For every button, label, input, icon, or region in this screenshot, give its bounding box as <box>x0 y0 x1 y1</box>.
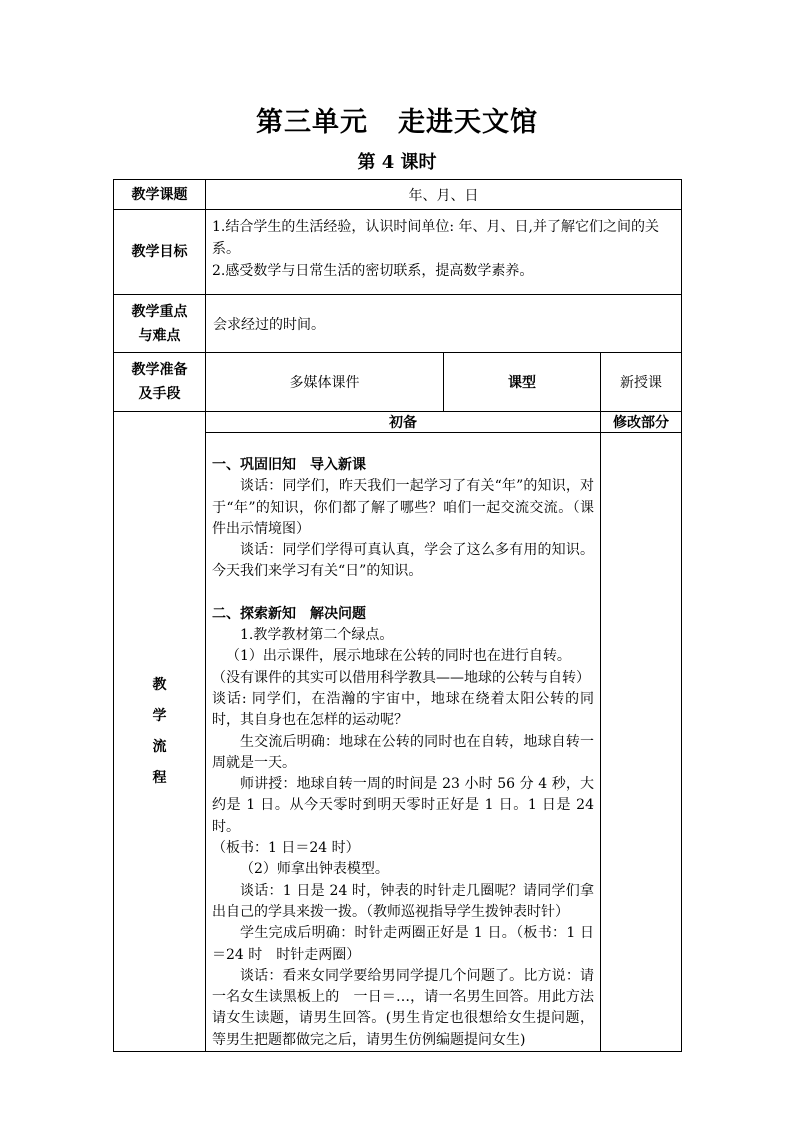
section-title: 二、探索新知 解决问题 <box>212 605 366 622</box>
flow-label-char: 流 <box>152 738 167 755</box>
paragraph: 学生完成后明确：时针走两圈正好是 1 日。（板书：1 日＝24 时 时针走两圈） <box>212 925 594 963</box>
unit-subtitle: 走进天文馆 <box>398 107 538 138</box>
paragraph: 生交流后明确：地球在公转的同时也在自转，地球自转一周就是一天。 <box>212 733 594 771</box>
prep-label-line: 教学准备 <box>131 362 188 378</box>
paragraph: （板书：1 日＝24 时） <box>212 840 360 857</box>
paragraph: 谈话: 同学们，在浩瀚的宇宙中，地球在绕着太阳公转的同时，其自身也在怎样的运动呢？ <box>212 690 594 729</box>
key-label-line: 与难点 <box>138 327 181 344</box>
goal-item: 2.感受数学与日常生活的密切联系，提高数学素养。 <box>212 263 534 279</box>
paragraph: （没有课件的其实可以借用科学教具——地球的公转与自转） <box>212 669 590 686</box>
paragraph: 谈话：看来女同学要给男同学提几个问题了。比方说：请一名女生读黑板上的 一日＝…，请一名男生回答。用此方法请女生读题，请男生回答。(男生肯定也很想给女生提问题，等男生把题都做完之后，请男生仿例编题提问女生) <box>212 967 594 1048</box>
revise-header: 修改部分 <box>601 412 682 433</box>
paragraph: 1.教学教材第二个绿点。 <box>240 627 394 644</box>
topic-label: 教学课题 <box>114 180 206 210</box>
section-title: 一、巩固旧知 导入新课 <box>212 457 366 473</box>
goals-cell <box>206 210 682 295</box>
page-title <box>0 100 794 139</box>
paragraph: 师讲授：地球自转一周的时间是 23 小时 56 分 4 秒，大约是 1 日。从今天零时到明天零时正好是 1 日。1 日是 24 时。 <box>212 776 594 835</box>
prep-label <box>114 353 206 412</box>
flow-label-char: 教 <box>152 676 167 693</box>
goal-item: 1.结合学生的生活经验，认识时间单位: 年、月、日,并了解它们之间的关系。 <box>212 219 659 257</box>
type-label: 课型 <box>444 353 601 412</box>
key-value: 会求经过的时间。 <box>206 295 682 353</box>
paragraph: （1）出示课件，展示地球在公转的同时也在进行自转。 <box>226 648 571 665</box>
paragraph: 谈话：1 日是 24 时，钟表的时针走几圈呢？请同学们拿出自己的学具来拨一拨。（教师巡视指导学生拨钟表时针） <box>212 882 594 920</box>
draft-header: 初备 <box>206 412 601 433</box>
paragraph: （2）师拿出钟表模型。 <box>240 861 389 878</box>
flow-content <box>206 433 601 1052</box>
revise-content <box>601 433 682 1052</box>
key-label <box>114 295 206 353</box>
prep-value: 多媒体课件 <box>206 353 444 412</box>
prep-label-line: 及手段 <box>138 386 181 402</box>
unit-title: 第三单元 <box>256 107 368 138</box>
key-label-line: 教学重点 <box>131 303 188 320</box>
lesson-number: 第 4 课时 <box>357 152 437 173</box>
flow-label-char: 程 <box>152 769 167 786</box>
goal-label: 教学目标 <box>114 210 206 295</box>
type-value: 新授课 <box>601 353 682 412</box>
lesson-plan-table <box>113 179 682 1052</box>
paragraph: 谈话：同学们学得可真认真，学会了这么多有用的知识。今天我们来学习有关“日”的知识。 <box>212 542 594 580</box>
flow-label-char: 学 <box>152 707 167 724</box>
paragraph: 谈话：同学们，昨天我们一起学习了有关“年”的知识，对于“年”的知识，你们都了解了哪些？咱们一起交流交流。（课件出示情境图） <box>212 478 594 537</box>
flow-label <box>114 412 206 1052</box>
topic-value: 年、月、日 <box>206 180 682 210</box>
